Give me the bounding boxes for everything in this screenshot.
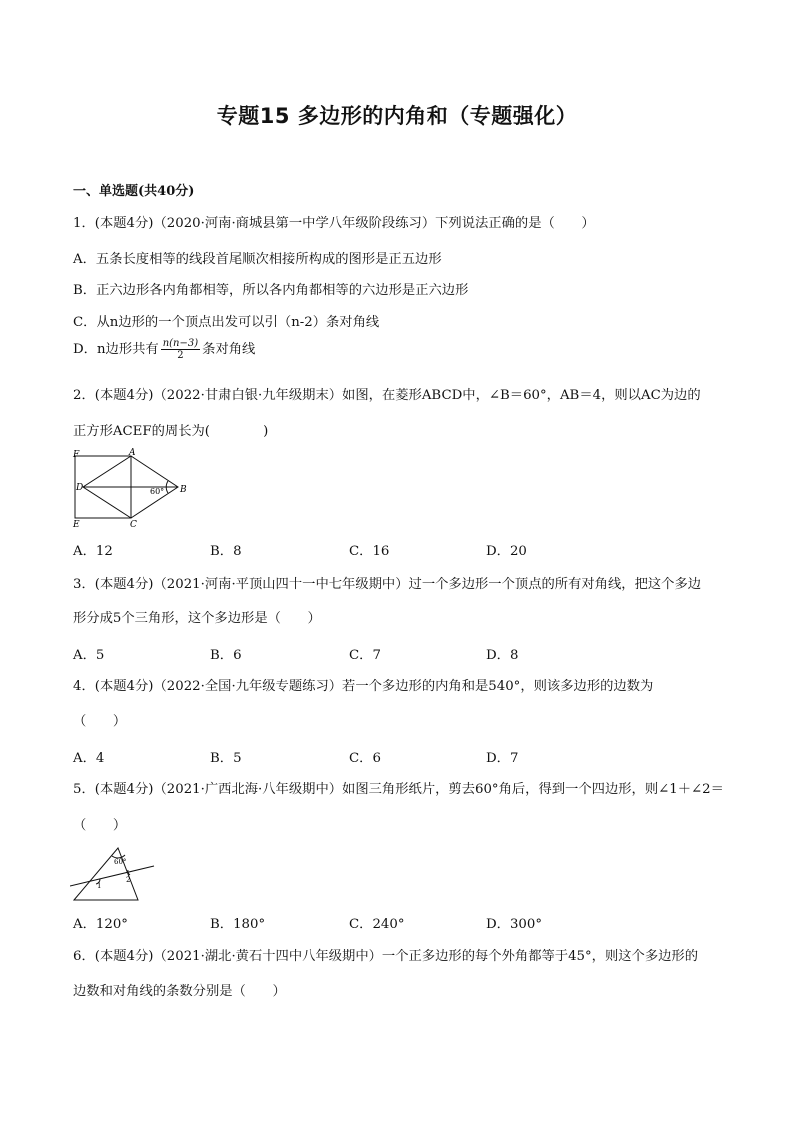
q1-option-d-suffix: 条对角线 (202, 342, 256, 357)
q1-option-c[interactable]: C．从n边形的一个顶点出发可以引（n-2）条对角线 (73, 315, 380, 330)
q6-stem-line2: 边数和对角线的条数分别是（ ） (73, 984, 286, 999)
q4-stem-line1: 4．(本题4分)（2022·全国·九年级专题练习）若一个多边形的内角和是540°，则该多边形的边数为 (73, 679, 654, 694)
q2-option-b[interactable]: B．8 (210, 544, 242, 559)
q1-option-b[interactable]: B．正六边形各内角都相等，所以各内角都相等的六边形是正六边形 (73, 283, 469, 298)
q3-option-b[interactable]: B．6 (210, 648, 242, 663)
q1-option-d[interactable] (73, 338, 255, 361)
q4-option-d[interactable]: D．7 (486, 751, 519, 766)
label-e: E (73, 520, 80, 530)
q1-option-d-prefix: D．n边形共有 (73, 342, 159, 357)
q5-option-d[interactable]: D．300° (486, 917, 542, 932)
q2-stem-line1: 2．(本题4分)（2022·甘肃白银·九年级期末）如图，在菱形ABCD中，∠B＝60°，AB＝4，则以AC为边的 (73, 388, 701, 403)
angle-60-label: 60° (150, 487, 165, 496)
q3-stem-line2: 形分成5个三角形，这个多边形是（ ） (73, 611, 321, 626)
q4-option-c[interactable]: C．6 (349, 751, 381, 766)
q4-option-a[interactable]: A．4 (73, 751, 105, 766)
q2-option-d[interactable]: D．20 (486, 544, 527, 559)
label-f: F (73, 450, 80, 460)
label-a: A (129, 448, 136, 458)
q5-option-b[interactable]: B．180° (210, 917, 266, 932)
section-heading: 一、单选题(共40分) (73, 184, 195, 199)
q1-fraction-denominator: 2 (177, 350, 184, 361)
q3-stem-line1: 3．(本题4分)（2021·河南·平顶山四十一中七年级期中）过一个多边形一个顶点的所有对角线，把这个多边 (73, 577, 702, 592)
page-title: 专题15 多边形的内角和（专题强化） (216, 104, 578, 128)
q5-option-c[interactable]: C．240° (349, 917, 405, 932)
label-c: C (130, 520, 137, 530)
label-d: D (76, 483, 84, 493)
q1-fraction (161, 338, 200, 361)
q5-option-a[interactable]: A．120° (73, 917, 128, 932)
q2-rhombus-figure (70, 448, 200, 530)
angle-2-label: 2 (126, 876, 131, 884)
q2-stem-line2: 正方形ACEF的周长为( ) (73, 424, 269, 439)
q5-triangle-figure (70, 842, 160, 904)
q5-stem-line1: 5．(本题4分)（2021·广西北海·八年级期中）如图三角形纸片，剪去60°角后，得到一个四边形，则∠1＋∠2＝ (73, 782, 724, 797)
q3-option-a[interactable]: A．5 (73, 648, 105, 663)
cut-line (70, 866, 154, 886)
q3-option-d[interactable]: D．8 (486, 648, 519, 663)
q1-option-a[interactable]: A．五条长度相等的线段首尾顺次相接所构成的图形是正五边形 (73, 252, 442, 267)
q6-stem-line1: 6．(本题4分)（2021·湖北·黄石十四中八年级期中）一个正多边形的每个外角都等于45°，则这个多边形的 (73, 949, 699, 964)
q2-option-c[interactable]: C．16 (349, 544, 390, 559)
q5-stem-line2: （ ） (73, 818, 127, 833)
q2-option-a[interactable]: A．12 (73, 544, 113, 559)
q3-option-c[interactable]: C．7 (349, 648, 381, 663)
q4-option-b[interactable]: B．5 (210, 751, 242, 766)
label-b: B (180, 485, 187, 495)
angle-1-label: 1 (97, 882, 102, 890)
q1-stem: 1．(本题4分)（2020·河南·商城县第一中学八年级阶段练习）下列说法正确的是（ ） (73, 216, 595, 231)
q4-stem-line2: （ ） (73, 714, 127, 729)
q1-fraction-numerator: n(n−3) (162, 338, 199, 349)
q5-angle-60-label: 60° (114, 858, 127, 866)
